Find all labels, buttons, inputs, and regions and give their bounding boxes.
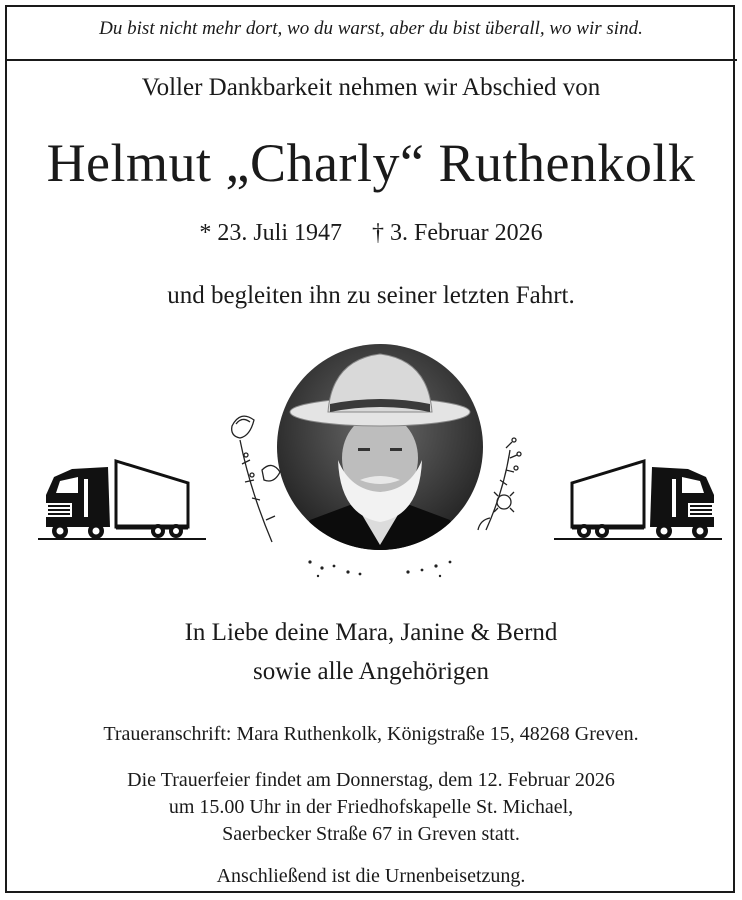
motto-divider: [5, 59, 737, 61]
relatives-line: sowie alle Angehörigen: [252, 658, 490, 685]
burial-info: Anschließend ist die Urnenbeisetzung.: [216, 865, 526, 887]
ceremony-info: [0, 767, 742, 848]
truck-icon: [552, 455, 722, 549]
death-date: † 3. Februar 2026: [372, 220, 543, 246]
ceremony-line: Die Trauerfeier findet am Donnerstag, dem 12. Februar 2026: [127, 769, 615, 791]
truck-icon: [38, 455, 208, 549]
birth-date: * 23. Juli 1947: [199, 220, 343, 246]
intro-text: Voller Dankbarkeit nehmen wir Abschied von: [141, 74, 601, 101]
ceremony-line: Saerbecker Straße 67 in Greven statt.: [222, 823, 520, 845]
motto-text: Du bist nicht mehr dort, wo du warst, aber du bist überall, wo wir sind.: [99, 18, 643, 39]
flower-icon: [232, 416, 280, 542]
portrait-photo: [270, 340, 490, 560]
life-dates: [0, 220, 742, 247]
accompany-text: und begleiten ihn zu seiner letzten Fahrt.: [167, 282, 575, 309]
portrait-area: [210, 330, 530, 590]
deceased-name: Helmut „Charly“ Ruthenkolk: [46, 133, 696, 193]
ceremony-line: um 15.00 Uhr in der Friedhofskapelle St. Michael,: [168, 796, 574, 818]
mourning-address: Traueranschrift: Mara Ruthenkolk, Königstraße 15, 48268 Greven.: [103, 723, 639, 745]
family-signature: In Liebe deine Mara, Janine & Bernd: [184, 619, 558, 646]
